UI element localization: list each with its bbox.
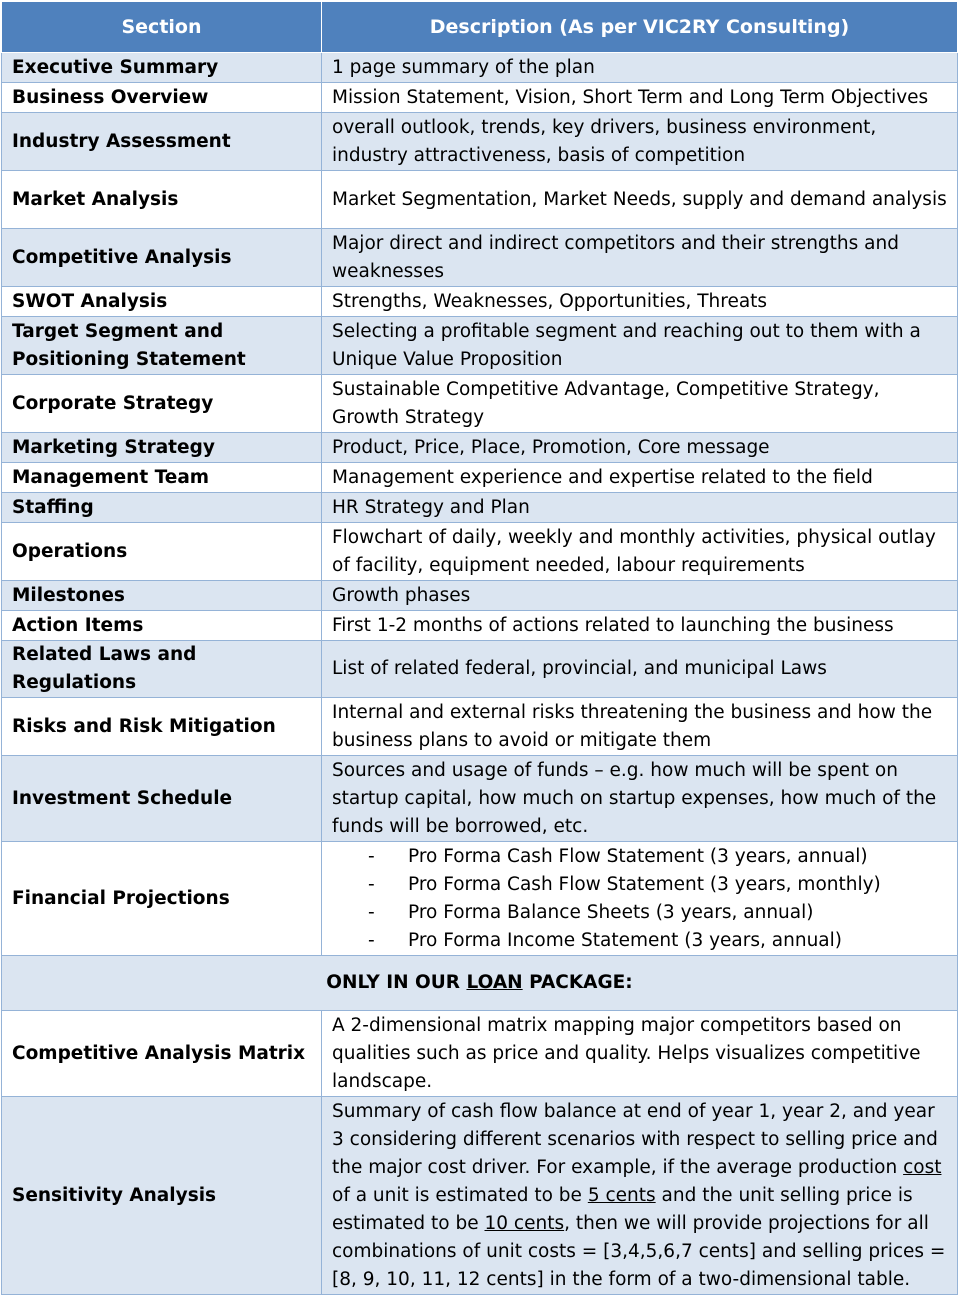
table-row [2,698,958,756]
bullet-dash: - [368,901,375,923]
section-cell: Financial Projections [2,842,322,956]
business-plan-sections-table [1,1,958,1295]
list-item [332,843,947,871]
section-cell: Management Team [2,463,322,493]
description-cell: 1 page summary of the plan [322,53,958,83]
table-row [2,641,958,698]
bullet-dash: - [368,873,375,895]
list-item-text: Pro Forma Cash Flow Statement (3 years, monthly) [408,873,881,895]
description-cell: Selecting a profitable segment and reaching out to them with a Unique Value Proposition [322,317,958,375]
description-cell: Major direct and indirect competitors and their strengths and weaknesses [322,229,958,287]
table-row [2,433,958,463]
list-item [332,927,947,955]
section-column-header: Section [2,2,322,53]
table-row [2,83,958,113]
description-cell: Sources and usage of funds – e.g. how much will be spent on startup capital, how much on startup expenses, how much of the funds will be borrowed, etc. [322,756,958,842]
section-cell: Staffing [2,493,322,523]
underlined-text: cost [903,1156,942,1178]
section-cell: Industry Assessment [2,113,322,171]
section-cell: SWOT Analysis [2,287,322,317]
description-cell: Flowchart of daily, weekly and monthly activities, physical outlay of facility, equipment needed, labour requirements [322,523,958,581]
section-cell: Executive Summary [2,53,322,83]
table-row [2,493,958,523]
description-cell: Market Segmentation, Market Needs, supply and demand analysis [322,171,958,229]
table-row [2,756,958,842]
table-row [2,611,958,641]
underlined-text: 10 cents [484,1212,565,1234]
description-cell: HR Strategy and Plan [322,493,958,523]
bullet-dash: - [368,929,375,951]
table-row [2,287,958,317]
section-cell: Risks and Risk Mitigation [2,698,322,756]
section-cell: Sensitivity Analysis [2,1097,322,1295]
table-row [2,375,958,433]
table-row [2,317,958,375]
loan-package-heading: ONLY IN OUR LOAN PACKAGE: [2,956,958,1011]
bullet-dash: - [368,845,375,867]
description-cell: A 2-dimensional matrix mapping major competitors based on qualities such as price and quality. Helps visualizes competitive landscape. [322,1011,958,1097]
financial-projections-list [332,843,947,955]
description-cell: Product, Price, Place, Promotion, Core message [322,433,958,463]
financial-projections-row [2,842,958,956]
section-cell: Operations [2,523,322,581]
section-cell: Competitive Analysis [2,229,322,287]
list-item-text: Pro Forma Income Statement (3 years, annual) [408,929,842,951]
section-cell: Related Laws and Regulations [2,641,322,698]
list-item [332,899,947,927]
section-cell: Marketing Strategy [2,433,322,463]
section-cell: Competitive Analysis Matrix [2,1011,322,1097]
section-cell: Corporate Strategy [2,375,322,433]
description-cell: Growth phases [322,581,958,611]
description-cell: Internal and external risks threatening the business and how the business plans to avoid or mitigate them [322,698,958,756]
description-cell: Mission Statement, Vision, Short Term and Long Term Objectives [322,83,958,113]
description-cell [322,842,958,956]
section-cell: Milestones [2,581,322,611]
loan-package-row [2,956,958,1011]
description-column-header: Description (As per VIC2RY Consulting) [322,2,958,53]
header-row [2,2,958,53]
table-row [2,523,958,581]
table-row [2,53,958,83]
underlined-text: 5 cents [587,1184,656,1206]
description-cell: Strengths, Weaknesses, Opportunities, Threats [322,287,958,317]
section-cell: Target Segment and Positioning Statement [2,317,322,375]
section-cell: Investment Schedule [2,756,322,842]
description-cell: Summary of cash flow balance at end of year 1, year 2, and year 3 considering different scenarios with respect to selling price and the major cost driver. For example, if the average production cost of a unit is estimated to be 5 cents and the unit selling price is estimated to be 10 cents, then we will provide projections for all combinations of unit costs = [3,4,5,6,7 cents] and selling prices = [8, 9, 10, 11, 12 cents] in the form of a two-dimensional table. [322,1097,958,1295]
table-row [2,463,958,493]
list-item [332,871,947,899]
description-cell: First 1-2 months of actions related to launching the business [322,611,958,641]
section-cell: Business Overview [2,83,322,113]
table-row [2,171,958,229]
list-item-text: Pro Forma Cash Flow Statement (3 years, annual) [408,845,868,867]
description-cell: overall outlook, trends, key drivers, business environment, industry attractiveness, basis of competition [322,113,958,171]
table-row [2,1097,958,1295]
table-row [2,229,958,287]
description-cell: List of related federal, provincial, and municipal Laws [322,641,958,698]
list-item-text: Pro Forma Balance Sheets (3 years, annual) [408,901,814,923]
description-cell: Sustainable Competitive Advantage, Competitive Strategy, Growth Strategy [322,375,958,433]
loan-underlined: LOAN [466,972,523,993]
table-row [2,113,958,171]
section-cell: Market Analysis [2,171,322,229]
section-cell: Action Items [2,611,322,641]
table-row [2,581,958,611]
description-cell: Management experience and expertise related to the field [322,463,958,493]
table-row [2,1011,958,1097]
